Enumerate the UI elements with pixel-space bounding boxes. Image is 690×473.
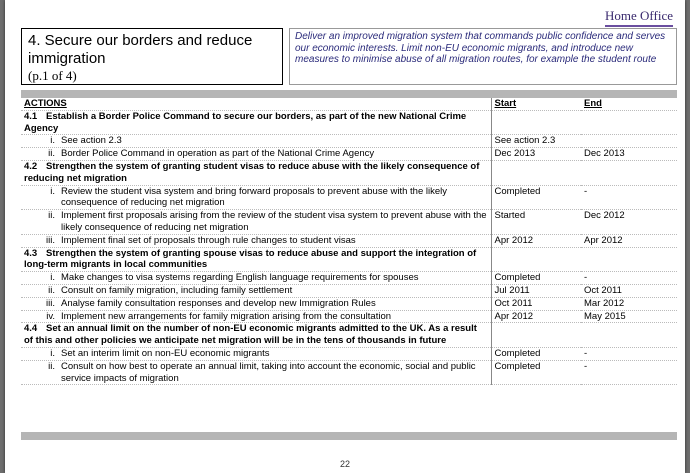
action-end: - bbox=[581, 272, 677, 285]
header-band bbox=[21, 90, 677, 98]
action-end: Apr 2012 bbox=[581, 234, 677, 247]
start-header: Start bbox=[491, 98, 581, 110]
action-end: May 2015 bbox=[581, 310, 677, 323]
section-title-cell bbox=[21, 323, 491, 348]
action-numeral: iii. bbox=[46, 297, 55, 309]
action-cell bbox=[21, 210, 491, 235]
action-row bbox=[21, 284, 677, 297]
action-row bbox=[21, 135, 677, 148]
action-numeral: ii. bbox=[48, 284, 55, 296]
page-number: 22 bbox=[339, 459, 350, 469]
action-cell bbox=[21, 185, 491, 210]
section-end-cell bbox=[581, 110, 677, 135]
action-text: Set an interim limit on non-EU economic migrants bbox=[61, 347, 270, 359]
action-start: Completed bbox=[491, 347, 581, 360]
title-box bbox=[21, 28, 283, 85]
action-numeral: i. bbox=[50, 135, 55, 147]
action-numeral: ii. bbox=[48, 210, 55, 222]
end-header: End bbox=[581, 98, 677, 110]
action-numeral: i. bbox=[50, 347, 55, 359]
action-row bbox=[21, 234, 677, 247]
action-text: Make changes to visa systems regarding English language requirements for spouses bbox=[61, 272, 419, 284]
action-end: - bbox=[581, 347, 677, 360]
action-cell bbox=[21, 360, 491, 385]
action-start: Jul 2011 bbox=[491, 284, 581, 297]
table-header-row bbox=[21, 98, 677, 110]
action-start: Oct 2011 bbox=[491, 297, 581, 310]
document-page bbox=[5, 0, 685, 473]
section-end-cell bbox=[581, 247, 677, 272]
action-row bbox=[21, 210, 677, 235]
action-start: Started bbox=[491, 210, 581, 235]
section-start-cell bbox=[491, 247, 581, 272]
action-row bbox=[21, 148, 677, 161]
section-title-cell bbox=[21, 110, 491, 135]
section-end-cell bbox=[581, 323, 677, 348]
action-numeral: iv. bbox=[46, 310, 55, 322]
section-row bbox=[21, 323, 677, 348]
action-text: Implement new arrangements for family migration arising from the consultation bbox=[61, 310, 392, 322]
action-end: Dec 2013 bbox=[581, 148, 677, 161]
action-numeral: ii. bbox=[48, 148, 55, 160]
action-end: Dec 2012 bbox=[581, 210, 677, 235]
action-row bbox=[21, 185, 677, 210]
action-cell bbox=[21, 148, 491, 161]
action-start: Dec 2013 bbox=[491, 148, 581, 161]
section-title-cell bbox=[21, 247, 491, 272]
action-text: Analyse family consultation responses and develop new Immigration Rules bbox=[61, 297, 376, 309]
section-row bbox=[21, 247, 677, 272]
section-title: Set an annual limit on the number of non-EU economic migrants admitted to the UK. As a result of this and other policies we anticipate net migration will be in the tens of thousands in future bbox=[24, 323, 477, 347]
action-text: Border Police Command in operation as part of the National Crime Agency bbox=[61, 148, 375, 160]
action-start: Completed bbox=[491, 360, 581, 385]
action-row bbox=[21, 360, 677, 385]
action-numeral: ii. bbox=[48, 360, 55, 372]
section-number: 4.3 bbox=[24, 247, 38, 259]
home-office-logo: Home Office bbox=[605, 8, 673, 27]
action-cell bbox=[21, 347, 491, 360]
action-cell bbox=[21, 234, 491, 247]
section-title-cell bbox=[21, 160, 491, 185]
action-row bbox=[21, 297, 677, 310]
actions-table bbox=[21, 98, 677, 385]
section-number: 4.4 bbox=[24, 323, 38, 335]
action-text: See action 2.3 bbox=[61, 135, 122, 147]
section-start-cell bbox=[491, 160, 581, 185]
action-end: - bbox=[581, 360, 677, 385]
actions-header: ACTIONS bbox=[21, 98, 491, 110]
action-numeral: iii. bbox=[46, 234, 55, 246]
action-cell bbox=[21, 284, 491, 297]
action-text: Implement first proposals arising from the review of the student visa system to prevent abuse with the likely consequence of reducing net migration bbox=[61, 210, 487, 233]
action-numeral: i. bbox=[50, 185, 55, 197]
description-box: Deliver an improved migration system that commands public confidence and serves our economic interests. Limit non-EU economic migrants, and introduce new measures to minimise abuse of all migration routes, for example the student route bbox=[289, 28, 677, 85]
section-row bbox=[21, 160, 677, 185]
action-text: Implement final set of proposals through rule changes to student visas bbox=[61, 234, 356, 246]
action-start: Apr 2012 bbox=[491, 310, 581, 323]
section-row bbox=[21, 110, 677, 135]
section-number: 4.2 bbox=[24, 160, 38, 172]
section-title: Strengthen the system of granting spouse visas to reduce abuse and support the integration of long-term migrants in local communities bbox=[24, 247, 477, 271]
action-text: Review the student visa system and bring forward proposals to prevent abuse with the likely consequence of reducing net migration bbox=[61, 185, 448, 209]
section-title: Establish a Border Police Command to secure our borders, as part of the new National Crime Agency bbox=[24, 110, 467, 134]
action-start: Apr 2012 bbox=[491, 234, 581, 247]
page-subtitle: (p.1 of 4) bbox=[28, 68, 77, 83]
action-end: Mar 2012 bbox=[581, 297, 677, 310]
action-text: Consult on family migration, including family settlement bbox=[61, 284, 293, 296]
action-row bbox=[21, 347, 677, 360]
action-end bbox=[581, 135, 677, 148]
footer-band bbox=[21, 432, 677, 440]
action-row bbox=[21, 272, 677, 285]
action-cell bbox=[21, 135, 491, 148]
action-start: Completed bbox=[491, 185, 581, 210]
page-title: 4. Secure our borders and reduce immigration bbox=[28, 32, 253, 67]
section-title: Strengthen the system of granting student visas to reduce abuse with the likely consequence of reducing net migration bbox=[24, 160, 480, 184]
action-numeral: i. bbox=[50, 272, 55, 284]
action-start: See action 2.3 bbox=[491, 135, 581, 148]
action-cell bbox=[21, 272, 491, 285]
action-start: Completed bbox=[491, 272, 581, 285]
action-cell bbox=[21, 310, 491, 323]
action-row bbox=[21, 310, 677, 323]
action-end: Oct 2011 bbox=[581, 284, 677, 297]
action-text: Consult on how best to operate an annual limit, taking into account the economic, social and public service impacts of migration bbox=[61, 360, 476, 384]
section-start-cell bbox=[491, 110, 581, 135]
action-cell bbox=[21, 297, 491, 310]
section-number: 4.1 bbox=[24, 110, 38, 122]
section-start-cell bbox=[491, 323, 581, 348]
action-end: - bbox=[581, 185, 677, 210]
section-end-cell bbox=[581, 160, 677, 185]
